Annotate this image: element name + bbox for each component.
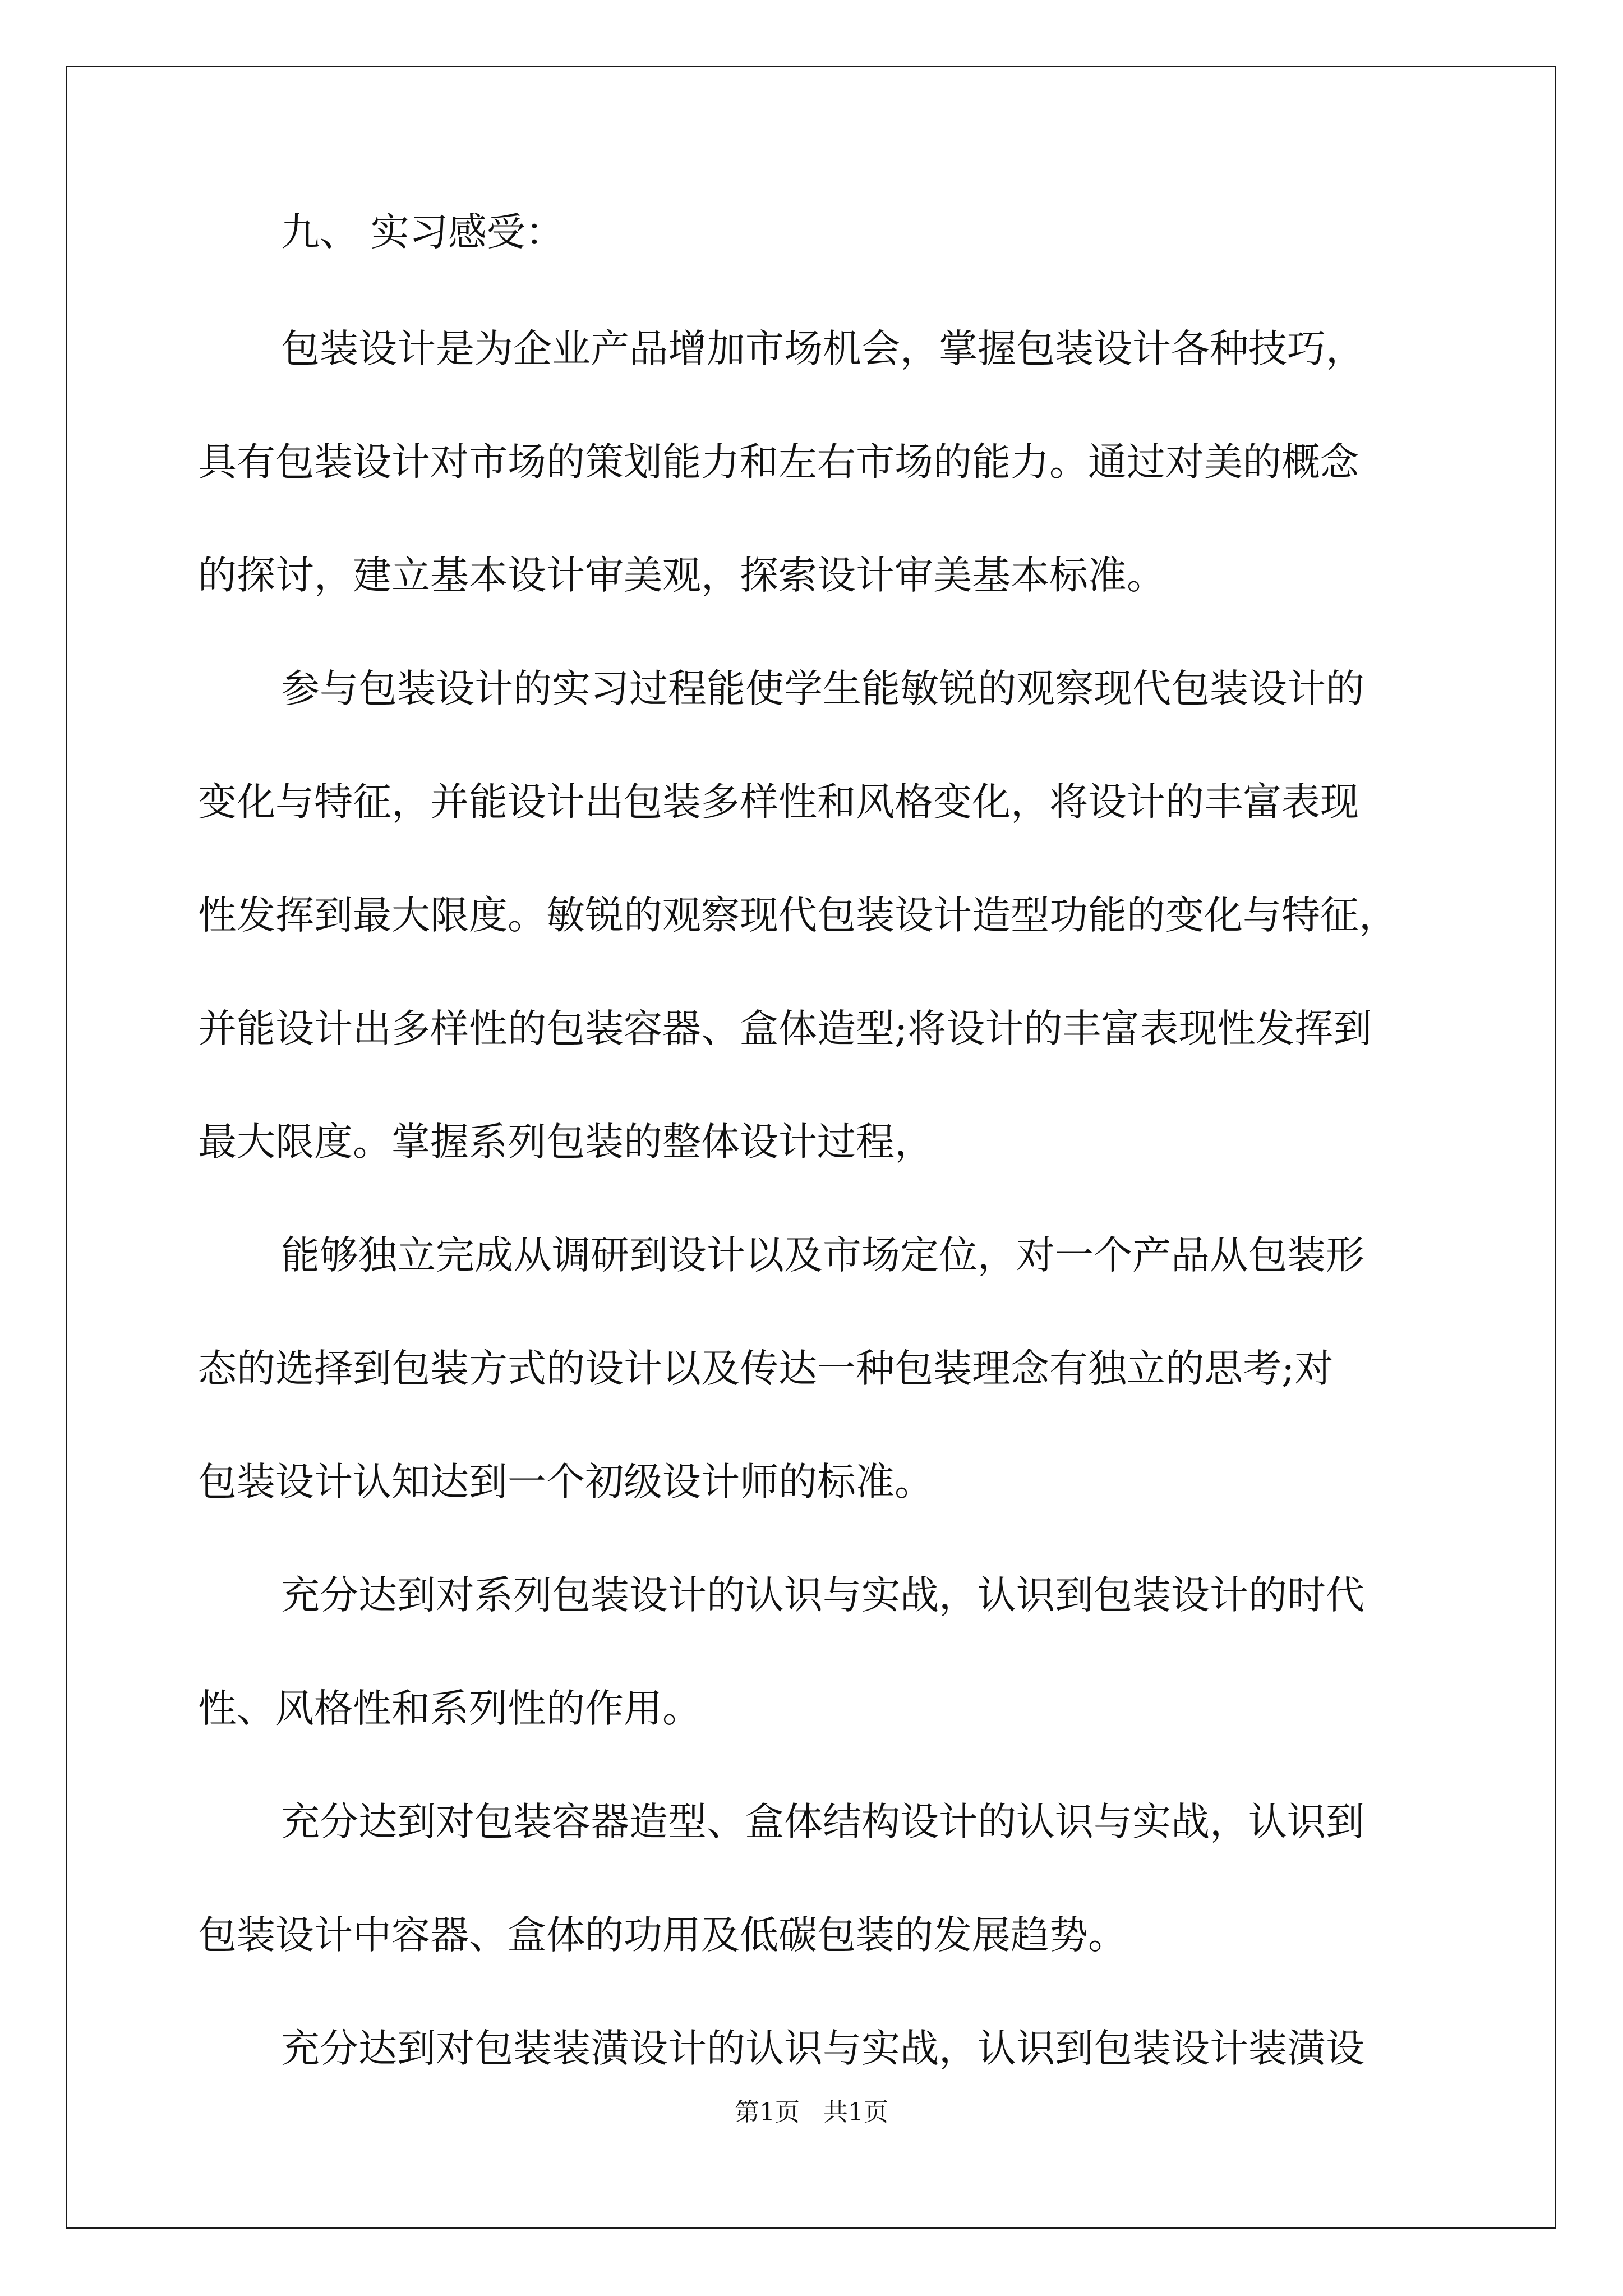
paragraph-line: 包装设计认知达到一个初级设计师的标准。 (198, 1460, 933, 1504)
paragraph-line: 充分达到对包装装潢设计的认识与实战，认识到包装设计装潢设 (281, 2026, 1364, 2071)
paragraph-line: 能够独立完成从调研到设计以及市场定位，对一个产品从包装形 (281, 1233, 1364, 1278)
paragraph-line: 充分达到对包装容器造型、盒体结构设计的认识与实战，认识到 (281, 1800, 1364, 1844)
paragraph-line: 参与包装设计的实习过程能使学生能敏锐的观察现代包装设计的 (281, 666, 1364, 711)
section-heading: 九、 实习感受： (281, 210, 564, 255)
page-total: 共1页 (823, 2098, 888, 2127)
paragraph-line: 并能设计出多样性的包装容器、盒体造型;将设计的丰富表现性发挥到 (198, 1006, 1372, 1051)
page-footer (0, 2092, 1623, 2128)
paragraph-line: 包装设计中容器、盒体的功用及低碳包装的发展趋势。 (198, 1913, 1127, 1958)
paragraph-line: 的探讨，建立基本设计审美观，探索设计审美基本标准。 (198, 553, 1165, 598)
page-number: 第1页 (735, 2098, 800, 2127)
paragraph-line: 变化与特征，并能设计出包装多样性和风格变化，将设计的丰富表现 (198, 780, 1359, 825)
paragraph-line: 最大限度。掌握系列包装的整体设计过程， (198, 1120, 933, 1165)
paragraph-line: 充分达到对系列包装设计的认识与实战，认识到包装设计的时代 (281, 1573, 1364, 1618)
paragraph-line: 具有包装设计对市场的策划能力和左右市场的能力。通过对美的概念 (198, 440, 1359, 485)
paragraph-line: 态的选择到包装方式的设计以及传达一种包装理念有独立的思考;对 (198, 1346, 1334, 1391)
paragraph-line: 包装设计是为企业产品增加市场机会，掌握包装设计各种技巧， (281, 326, 1364, 371)
paragraph-line: 性、风格性和系列性的作用。 (198, 1686, 701, 1731)
paragraph-line: 性发挥到最大限度。敏锐的观察现代包装设计造型功能的变化与特征， (198, 893, 1398, 938)
